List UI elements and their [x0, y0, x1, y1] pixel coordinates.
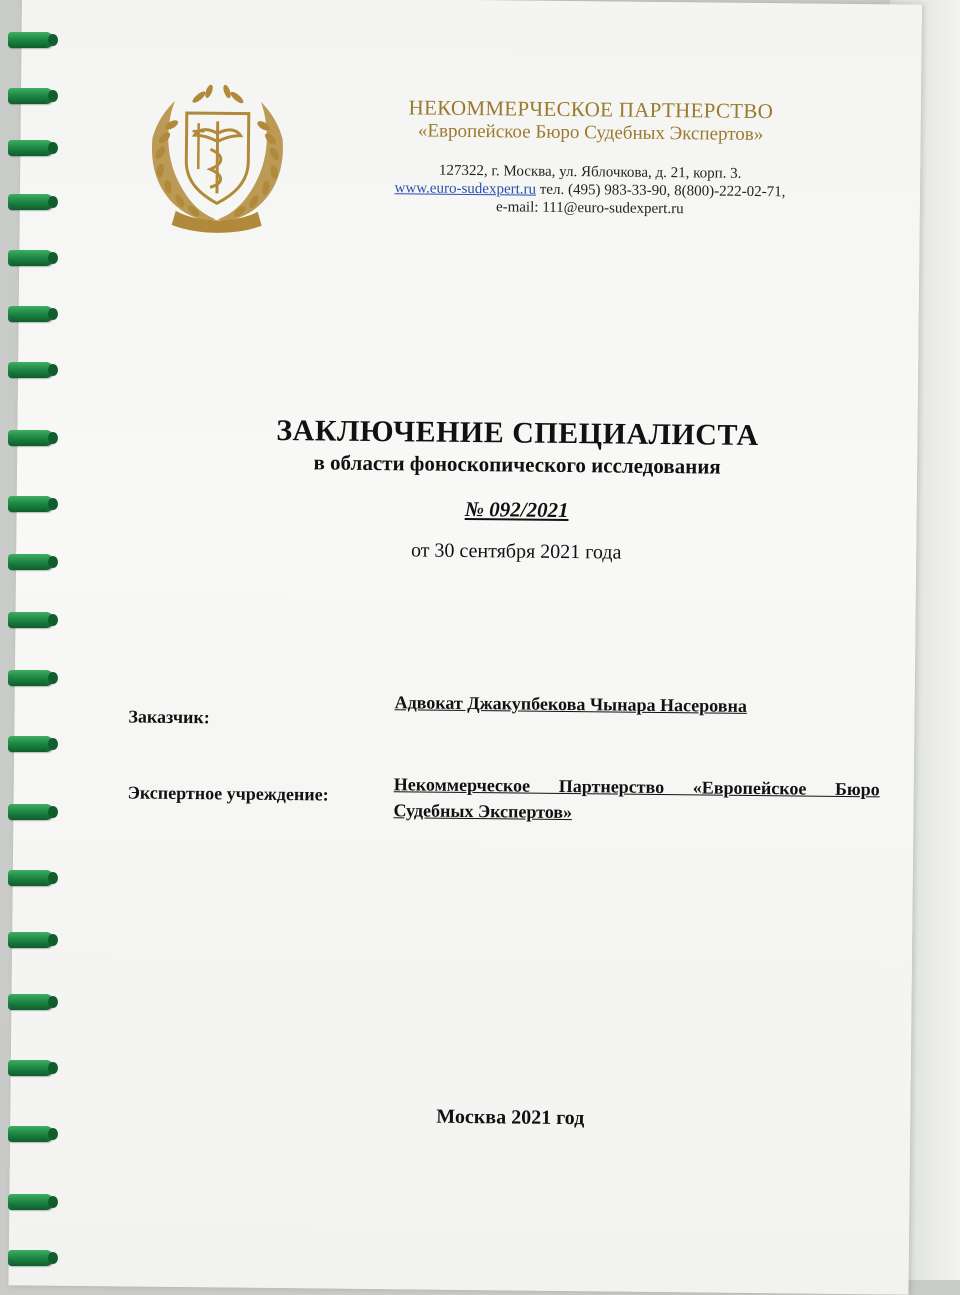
institution-label: Экспертное учреждение:: [128, 782, 329, 805]
place-and-year: Москва 2021 год: [310, 1104, 710, 1131]
contact-block: [320, 160, 861, 220]
laurel-wreath-shield-emblem-icon: [138, 83, 298, 235]
binding-coil: [8, 496, 54, 512]
binding-coil: [8, 670, 54, 686]
document-title: ЗАКЛЮЧЕНИЕ СПЕЦИАЛИСТА: [217, 413, 817, 453]
organization-full-name: «Европейское Бюро Судебных Экспертов»: [321, 118, 861, 148]
binding-coil: [8, 870, 54, 886]
binding-coil: [8, 194, 54, 210]
binding-coil: [8, 250, 54, 266]
binding-coil: [8, 804, 54, 820]
institution-value: Некоммерческое Партнерство «Европейское Бюро Судебных Экспертов»: [393, 771, 880, 828]
binding-coil: [8, 140, 54, 156]
binding-coil: [8, 362, 54, 378]
website-link[interactable]: www.euro-sudexpert.ru: [394, 180, 536, 197]
spiral-binding: [0, 0, 80, 1280]
address-line: 127322, г. Москва, ул. Яблочкова, д. 21, корп. 3.: [320, 160, 860, 184]
document-number: № 092/2021: [217, 494, 817, 525]
binding-coil: [8, 306, 54, 322]
binding-coil: [8, 32, 54, 48]
customer-label: Заказчик:: [128, 706, 210, 728]
binding-coil: [8, 1060, 54, 1076]
binding-coil: [8, 88, 54, 104]
binding-coil: [8, 554, 54, 570]
title-block: [216, 413, 818, 566]
binding-coil: [8, 1126, 54, 1142]
binding-coil: [8, 612, 54, 628]
binding-coil: [8, 736, 54, 752]
document-date: от 30 сентября 2021 года: [216, 537, 816, 566]
document-page: [9, 0, 922, 1295]
binding-coil: [8, 994, 54, 1010]
binding-coil: [8, 932, 54, 948]
customer-value: Адвокат Джакупбекова Чынара Насеровна: [395, 689, 855, 720]
binding-coil: [8, 1250, 54, 1266]
email-line: e-mail: 111@euro-sudexpert.ru: [320, 196, 860, 220]
document-subtitle: в области фоноскопического исследования: [217, 449, 817, 480]
organization-name: НЕКОММЕРЧЕСКОЕ ПАРТНЕРСТВО: [321, 94, 861, 124]
binding-coil: [8, 430, 54, 446]
letterhead: [320, 94, 861, 220]
binding-coil: [8, 1194, 54, 1210]
phone-numbers: тел. (495) 983-33-90, 8(800)-222-02-71,: [540, 182, 786, 201]
